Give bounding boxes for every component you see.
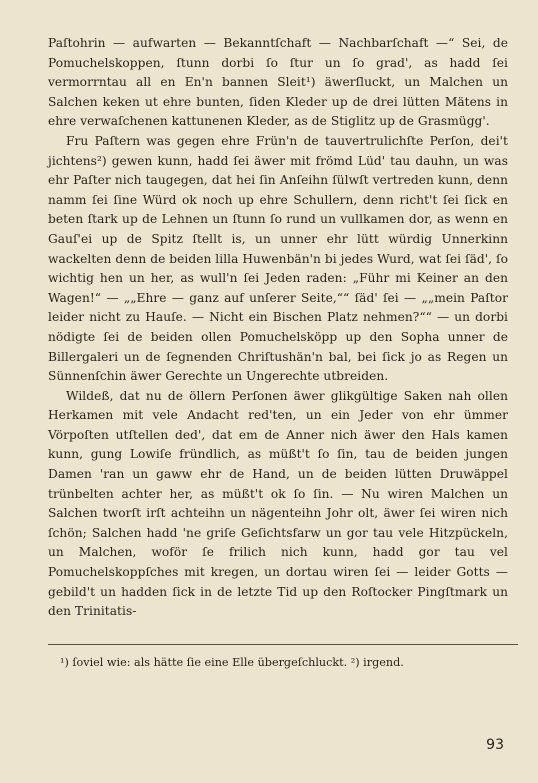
paragraph-2: Fru Paſtern was gegen ehre Frün'n de tauvertrulichſte Perſon, dei't jichtens²) gewen kunn, hadd ſei äwer mit frömd Lüd' tau dauhn, un was ehr Paſter nich taugegen, dat hei ſin Anſeihn ſülwſt vertreden kunn, denn namm ſei ſine Würd ok noch up ehre Schullern, denn richt't ſei ſick en beten ſtark up de Lehnen un ſtunn ſo rund un vullkamen dor, as wenn en Gauſ'ei up de Spitz ſtellt is, un unner ehr lütt würdig Unnerkinn wackelten denn de beiden lilla Huwenbän'n bi jedes Wurd, wat ſei ſäd', ſo wichtig hen un her, as wull'n ſei Jeden raden: „Führ mi Keiner an den Wagen!“ — „„Ehre — ganz auf unſerer Seite,““ ſäd' ſei — „„mein Paſtor leider nicht zu Hauſe. — Nicht ein Bischen Platz nehmen?““ — un dorbi nödigte ſei de beiden ollen Pomuchelsköpp up den Sopha unner de Billergaleri un de ſegnenden Chriſtushän'n bal, bei ſick jo as Regen un Sünnenſchin äwer Gerechte un Ungerechte utbreiden. xyxy=(48,133,508,384)
body-text xyxy=(48,34,508,622)
page-number: 93 xyxy=(486,737,504,753)
paragraph-3: Wildeß, dat nu de öllern Perſonen äwer glikgültige Saken nah ollen Herkamen mit vele Andacht red'ten, un ein Jeder von ehr ümmer Vörpoſten utſtellen ded', dat em de Anner nich äwer den Hals kamen kunn, gung Lowiſe fründlich, as müßt't ſo ſin, tau de beiden jungen Damen 'ran un gaww ehr de Hand, un de beiden lütten Druwäppel trünbelten achter her, as müßt't ok ſo ſin. — Nu wiren Malchen un Salchen tworſt irſt achteihn un nägenteihn Johr olt, äwer ſei wiren nich ſchön; Salchen hadd 'ne griſe Geſichtsfarw un gor tau vele Hitzpückeln, un Malchen, woför ſe frilich nich kunn, hadd gor tau vel Pomuchelskoppſches mit kregen, un dortau wiren ſei — leider Gotts — gebild't un hadden ſick in de letzte Tid up den Roſtocker Pingſtmark un den Trinitatis- xyxy=(48,388,508,619)
footnote-separator xyxy=(48,644,518,645)
footnotes: ¹) ſoviel wie: als hätte ſie eine Elle übergeſchluckt. ²) irgend. xyxy=(60,655,404,669)
paragraph-1: Paſtohrin — aufwarten — Bekanntſchaft — Nachbarſchaft —“ Sei, de Pomuchelskoppen, ſtunn dorbi ſo ſtur un ſo grad', as hadd ſei vermorrntau all en En'n bannen Sleit¹) äwerſluckt, un Malchen un Salchen keken ut ehre bunten, ſiden Kleder up de drei lütten Mätens in ehre verwaſchenen kattunenen Kleder, as de Stiglitz up de Grasmügg'. xyxy=(48,36,508,129)
